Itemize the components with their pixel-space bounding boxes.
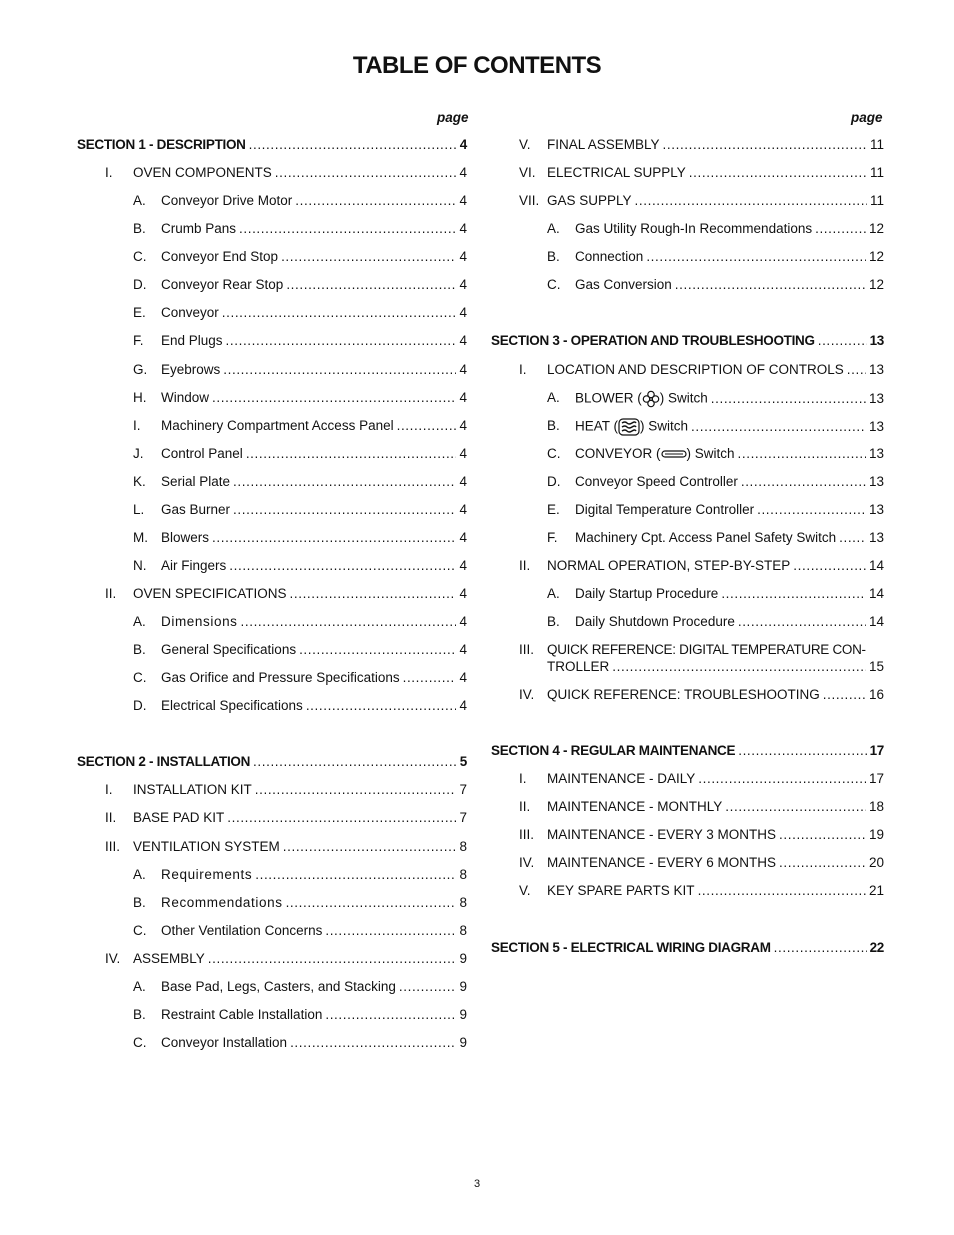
- page-column-label-right: page: [851, 110, 883, 125]
- page-title: TABLE OF CONTENTS: [352, 52, 602, 79]
- toc-entry[interactable]: I. LOCATION AND DESCRIPTION OF CONTROLS ..... 13: [519, 362, 884, 382]
- toc-entry[interactable]: III. MAINTENANCE - EVERY 3 MONTHS ..... 19: [519, 827, 884, 847]
- toc-entry[interactable]: D. Conveyor Speed Controller ..... 13: [547, 474, 884, 494]
- toc-entry[interactable]: A. Dimensions ..... 4: [133, 614, 467, 634]
- toc-entry[interactable]: C. Gas Orifice and Pressure Specifications ..... 4: [133, 670, 467, 690]
- toc-entry[interactable]: L. Gas Burner ..... 4: [133, 502, 467, 522]
- toc-entry[interactable]: V. KEY SPARE PARTS KIT ..... 21: [519, 883, 884, 903]
- toc-entry[interactable]: A. BLOWER ( ) Switch ..... 13: [547, 390, 884, 410]
- toc-entry[interactable]: B. Restraint Cable Installation ..... 9: [133, 1007, 467, 1027]
- toc-entry[interactable]: IV. QUICK REFERENCE: TROUBLESHOOTING ..... 16: [519, 687, 884, 707]
- toc-entry[interactable]: I. MAINTENANCE - DAILY ..... 17: [519, 771, 884, 791]
- toc-entry-section-5[interactable]: SECTION 5 - ELECTRICAL WIRING DIAGRAM ..... 22: [491, 940, 884, 960]
- toc-entry[interactable]: IV. MAINTENANCE - EVERY 6 MONTHS ..... 20: [519, 855, 884, 875]
- toc-entry[interactable]: A. Conveyor Drive Motor ..... 4: [133, 193, 467, 213]
- toc-entry[interactable]: B. Recommendations ..... 8: [133, 895, 467, 915]
- toc-entry-quick-reference-controller[interactable]: III. QUICK REFERENCE: DIGITAL TEMPERATURE CON- TROLLER ..... 15: [519, 642, 884, 682]
- toc-entry[interactable]: A. Requirements ..... 8: [133, 867, 467, 887]
- blower-icon: [642, 390, 660, 408]
- toc-entry[interactable]: VI. ELECTRICAL SUPPLY ..... 11: [519, 165, 884, 185]
- toc-entry[interactable]: B. Daily Shutdown Procedure ..... 14: [547, 614, 884, 634]
- toc-entry[interactable]: C. Other Ventilation Concerns ..... 8: [133, 923, 467, 943]
- toc-entry[interactable]: B. HEAT ( ) Switch ..... 13: [547, 418, 884, 438]
- toc-entry[interactable]: II. NORMAL OPERATION, STEP-BY-STEP ..... 14: [519, 558, 884, 578]
- page-column-label-left: page: [437, 110, 469, 125]
- toc-entry[interactable]: C. Gas Conversion ..... 12: [547, 277, 884, 297]
- toc-entry[interactable]: H. Window ..... 4: [133, 390, 467, 410]
- toc-entry[interactable]: G. Eyebrows ..... 4: [133, 362, 467, 382]
- toc-entry[interactable]: A. Daily Startup Procedure ..... 14: [547, 586, 884, 606]
- toc-entry[interactable]: II. MAINTENANCE - MONTHLY ..... 18: [519, 799, 884, 819]
- toc-entry[interactable]: I. Machinery Compartment Access Panel ..... 4: [133, 418, 467, 438]
- conveyor-icon: [661, 449, 687, 459]
- toc-entry[interactable]: V. FINAL ASSEMBLY ..... 11: [519, 137, 884, 157]
- toc-entry[interactable]: II. OVEN SPECIFICATIONS ..... 4: [105, 586, 467, 606]
- toc-entry[interactable]: K. Serial Plate ..... 4: [133, 474, 467, 494]
- toc-entry[interactable]: D. Conveyor Rear Stop ..... 4: [133, 277, 467, 297]
- toc-entry[interactable]: D. Electrical Specifications ..... 4: [133, 698, 467, 718]
- toc-entry[interactable]: N. Air Fingers ..... 4: [133, 558, 467, 578]
- toc-entry-section-4[interactable]: SECTION 4 - REGULAR MAINTENANCE ..... 17: [491, 743, 884, 763]
- toc-entry[interactable]: E. Conveyor ..... 4: [133, 305, 467, 325]
- toc-entry[interactable]: E. Digital Temperature Controller ..... 13: [547, 502, 884, 522]
- toc-entry[interactable]: C. Conveyor Installation ..... 9: [133, 1035, 467, 1055]
- toc-entry[interactable]: I. INSTALLATION KIT ..... 7: [105, 782, 467, 802]
- toc-entry[interactable]: C. CONVEYOR ( ) Switch ..... 13: [547, 446, 884, 466]
- toc-entry[interactable]: B. Crumb Pans ..... 4: [133, 221, 467, 241]
- toc-entry[interactable]: B. Connection ..... 12: [547, 249, 884, 269]
- toc-entry-section-2[interactable]: SECTION 2 - INSTALLATION ..... 5: [77, 754, 467, 774]
- toc-entry[interactable]: A. Gas Utility Rough-In Recommendations ..... 12: [547, 221, 884, 241]
- toc-entry[interactable]: M. Blowers ..... 4: [133, 530, 467, 550]
- toc-entry[interactable]: J. Control Panel ..... 4: [133, 446, 467, 466]
- toc-entry-section-3[interactable]: SECTION 3 - OPERATION AND TROUBLESHOOTING ..... 13: [491, 333, 884, 353]
- toc-entry[interactable]: IV. ASSEMBLY ..... 9: [105, 951, 467, 971]
- toc-entry[interactable]: VII. GAS SUPPLY ..... 11: [519, 193, 884, 213]
- toc-entry[interactable]: III. VENTILATION SYSTEM ..... 8: [105, 839, 467, 859]
- toc-entry[interactable]: II. BASE PAD KIT ..... 7: [105, 810, 467, 830]
- toc-entry[interactable]: A. Base Pad, Legs, Casters, and Stacking ..... 9: [133, 979, 467, 999]
- footer-page-number: 3: [473, 1178, 481, 1190]
- toc-entry[interactable]: F. Machinery Cpt. Access Panel Safety Switch ..... 13: [547, 530, 884, 550]
- toc-entry-section-1[interactable]: SECTION 1 - DESCRIPTION ..... 4: [77, 137, 467, 157]
- toc-entry[interactable]: F. End Plugs ..... 4: [133, 333, 467, 353]
- toc-entry[interactable]: I. OVEN COMPONENTS ..... 4: [105, 165, 467, 185]
- heat-icon: [618, 418, 640, 436]
- toc-entry[interactable]: C. Conveyor End Stop ..... 4: [133, 249, 467, 269]
- toc-entry[interactable]: B. General Specifications ..... 4: [133, 642, 467, 662]
